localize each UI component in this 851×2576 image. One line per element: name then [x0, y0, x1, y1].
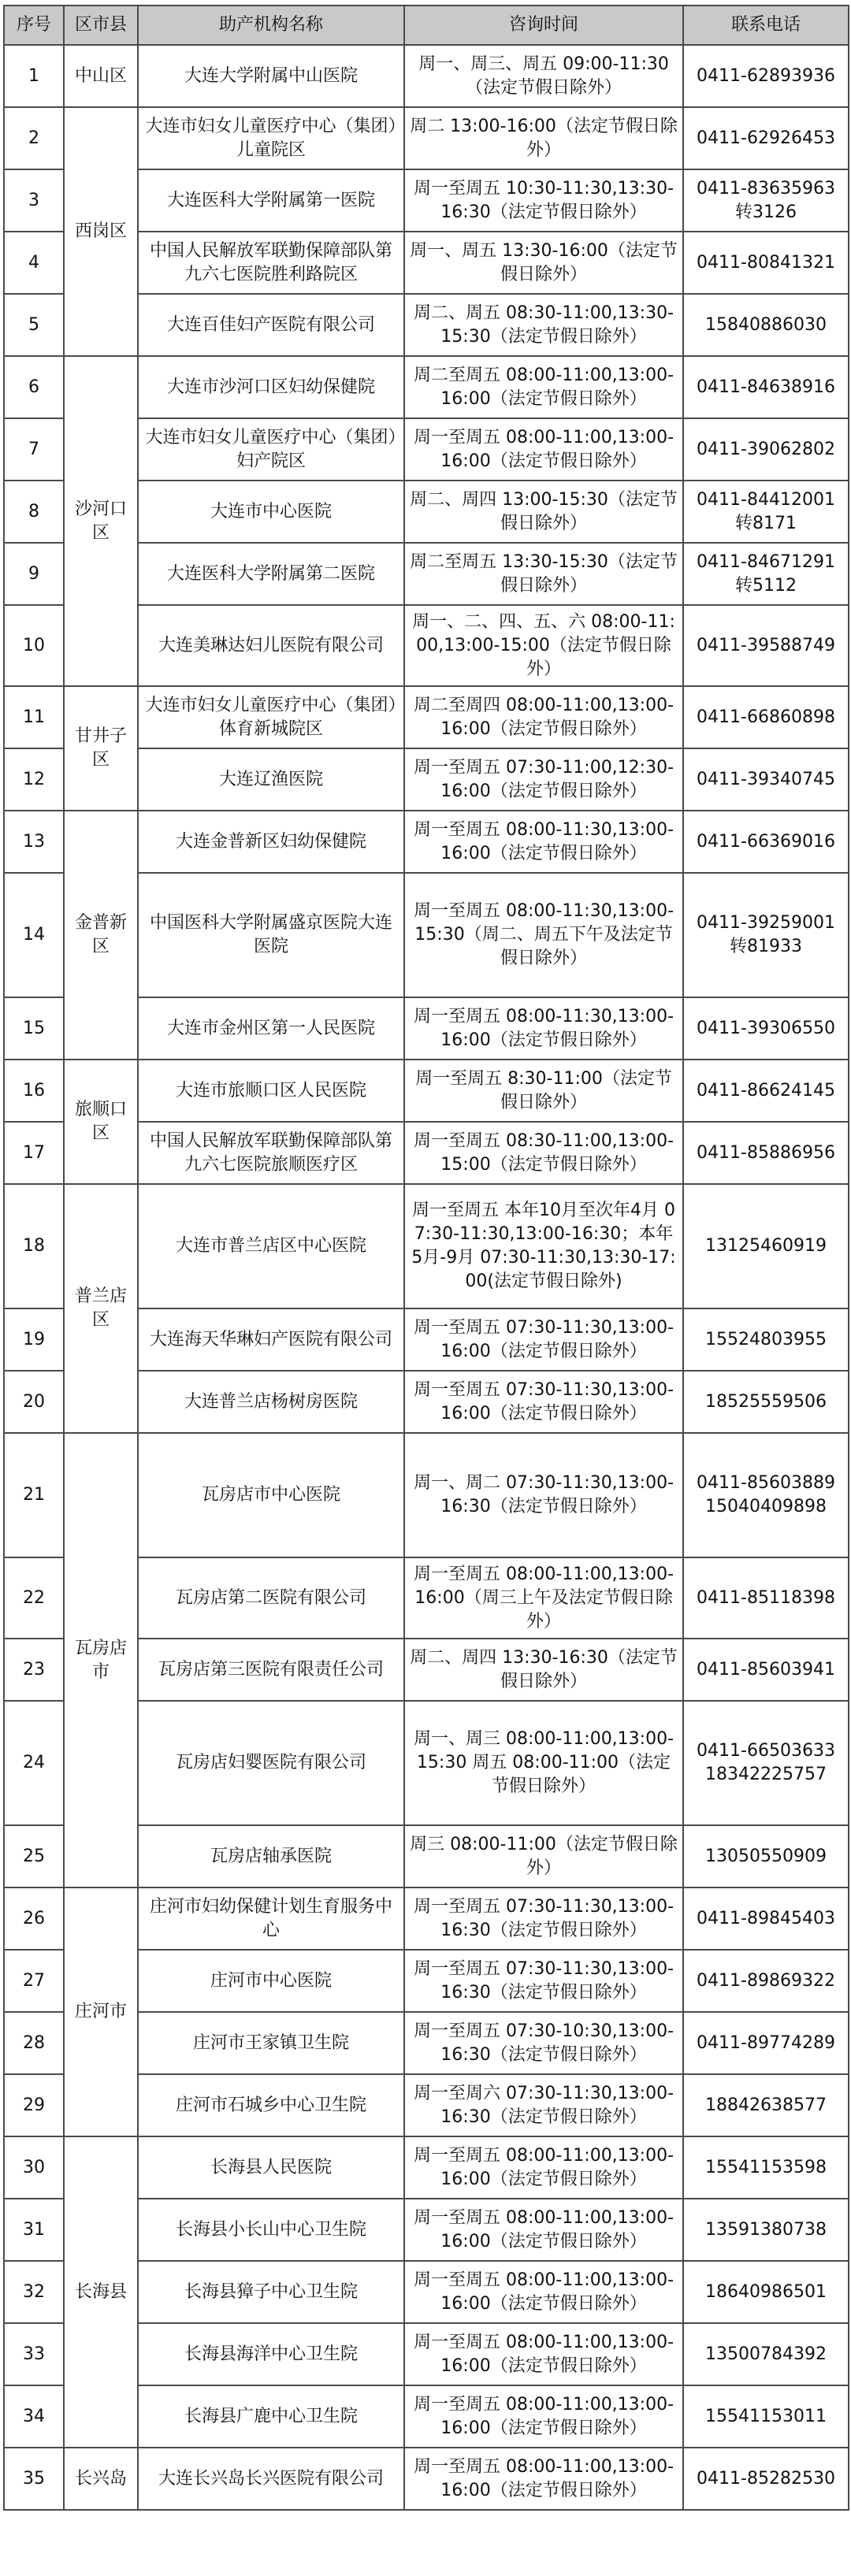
- phone-number: 13500784392: [683, 2323, 849, 2385]
- row-number: 33: [4, 2323, 64, 2385]
- row-number: 15: [4, 997, 64, 1060]
- phone-number: 0411-85886956: [683, 1122, 849, 1184]
- table-row: [4, 811, 849, 873]
- consult-time: 周一至周五 07:30-11:30,13:00-16:30（法定节假日除外）: [404, 1950, 683, 2012]
- consult-time: 周一至周五 08:00-11:00,13:00-16:00（法定节假日除外）: [404, 2385, 683, 2448]
- phone-number: 0411-62893936: [683, 45, 849, 107]
- consult-time: 周一至周五 08:00-11:30,13:00-15:30（周二、周五下午及法定节假日除外）: [404, 873, 683, 997]
- phone-number: 0411-39306550: [683, 997, 849, 1060]
- phone-number: 0411-39062802: [683, 418, 849, 481]
- consult-time: 周一、周五 13:30-16:00（法定节假日除外）: [404, 232, 683, 294]
- row-number: 8: [4, 481, 64, 543]
- institution-name: 大连美琳达妇儿医院有限公司: [138, 605, 404, 686]
- district-cell: 长海县: [64, 2136, 138, 2448]
- phone-number: 0411-84638916: [683, 356, 849, 418]
- district-cell: 旅顺口区: [64, 1060, 138, 1184]
- phone-number: 0411-80841321: [683, 232, 849, 294]
- row-number: 14: [4, 873, 64, 997]
- consult-time: 周一至周五 08:00-11:00,13:00-16:00（法定节假日除外）: [404, 418, 683, 481]
- consult-time: 周一至周五 08:00-11:30,13:00-16:00（法定节假日除外）: [404, 997, 683, 1060]
- phone-number: 0411-39340745: [683, 748, 849, 811]
- district-cell: 普兰店区: [64, 1184, 138, 1433]
- row-number: 18: [4, 1184, 64, 1308]
- institution-name: 大连金普新区妇幼保健院: [138, 811, 404, 873]
- table-row: [4, 45, 849, 107]
- consult-time: 周一至周五 07:30-11:30,13:00-16:00（法定节假日除外）: [404, 1308, 683, 1371]
- row-number: 1: [4, 45, 64, 107]
- phone-number: 0411-66860898: [683, 686, 849, 748]
- phone-number: 0411-83635963转3126: [683, 169, 849, 232]
- consult-time: 周一至周五 07:30-10:30,13:00-16:30（法定节假日除外）: [404, 2012, 683, 2074]
- institution-name: 大连普兰店杨树房医院: [138, 1371, 404, 1433]
- row-number: 28: [4, 2012, 64, 2074]
- institution-name: 大连市金州区第一人民医院: [138, 997, 404, 1060]
- phone-number: 13591380738: [683, 2199, 849, 2261]
- phone-number: 0411-39588749: [683, 605, 849, 686]
- institution-name: 大连市妇女儿童医疗中心（集团）妇产院区: [138, 418, 404, 481]
- consult-time: 周一至周五 08:00-11:00,13:00-16:00（法定节假日除外）: [404, 2448, 683, 2510]
- phone-number: 18525559506: [683, 1371, 849, 1433]
- institution-name: 大连市中心医院: [138, 481, 404, 543]
- consult-time: 周二至周五 08:00-11:00,13:00-16:00（法定节假日除外）: [404, 356, 683, 418]
- institution-name: 中国医科大学附属盛京医院大连医院: [138, 873, 404, 997]
- phone-number: 0411-85118398: [683, 1557, 849, 1639]
- phone-number: 0411-85603889 15040409898: [683, 1433, 849, 1557]
- district-cell: 中山区: [64, 45, 138, 107]
- institution-name: 大连大学附属中山医院: [138, 45, 404, 107]
- phone-number: 15840886030: [683, 294, 849, 356]
- institution-name: 大连市旅顺口区人民医院: [138, 1060, 404, 1122]
- consult-time: 周二、周四 13:00-15:30（法定节假日除外）: [404, 481, 683, 543]
- row-number: 6: [4, 356, 64, 418]
- table-row: [4, 1060, 849, 1122]
- row-number: 13: [4, 811, 64, 873]
- consult-time: 周三 08:00-11:00（法定节假日除外）: [404, 1825, 683, 1887]
- consult-time: 周二、周四 13:30-16:30（法定节假日除外）: [404, 1639, 683, 1701]
- institution-name: 庄河市妇幼保健计划生育服务中心: [138, 1887, 404, 1950]
- row-number: 23: [4, 1639, 64, 1701]
- institution-name: 庄河市中心医院: [138, 1950, 404, 2012]
- phone-number: 0411-84671291转5112: [683, 543, 849, 605]
- table-row: [4, 1887, 849, 1950]
- consult-time: 周二至周四 08:00-11:00,13:00-16:00（法定节假日除外）: [404, 686, 683, 748]
- table-row: [4, 686, 849, 748]
- header-institution: 助产机构名称: [138, 6, 404, 45]
- row-number: 19: [4, 1308, 64, 1371]
- institution-name: 大连辽渔医院: [138, 748, 404, 811]
- consult-time: 周一至周五 08:30-11:00,13:00-15:00（法定节假日除外）: [404, 1122, 683, 1184]
- district-cell: 金普新区: [64, 811, 138, 1060]
- phone-number: 0411-85603941: [683, 1639, 849, 1701]
- phone-number: 0411-89869322: [683, 1950, 849, 2012]
- phone-number: 0411-89774289: [683, 2012, 849, 2074]
- phone-number: 0411-85282530: [683, 2448, 849, 2510]
- table-row: [4, 1433, 849, 1557]
- header-district: 区市县: [64, 6, 138, 45]
- district-cell: 庄河市: [64, 1887, 138, 2136]
- phone-number: 0411-66369016: [683, 811, 849, 873]
- row-number: 7: [4, 418, 64, 481]
- institution-name: 瓦房店妇婴医院有限公司: [138, 1701, 404, 1825]
- row-number: 9: [4, 543, 64, 605]
- consult-time: 周二至周五 13:30-15:30（法定节假日除外）: [404, 543, 683, 605]
- consult-time: 周二 13:00-16:00（法定节假日除外）: [404, 107, 683, 169]
- consult-time: 周一至周五 8:30-11:00（法定节假日除外）: [404, 1060, 683, 1122]
- institution-name: 庄河市石城乡中心卫生院: [138, 2074, 404, 2136]
- row-number: 34: [4, 2385, 64, 2448]
- table-row: [4, 1184, 849, 1308]
- table-row: [4, 107, 849, 169]
- document-table-container: [3, 5, 848, 2511]
- row-number: 11: [4, 686, 64, 748]
- phone-number: 15541153598: [683, 2136, 849, 2199]
- phone-number: 0411-62926453: [683, 107, 849, 169]
- institution-name: 大连市妇女儿童医疗中心（集团）体育新城院区: [138, 686, 404, 748]
- row-number: 27: [4, 1950, 64, 2012]
- row-number: 32: [4, 2261, 64, 2323]
- consult-time: 周一至周五 本年10月至次年4月 07:30-11:30,13:00-16:30；本年5月-9月 07:30-11:30,13:30-17:00(法定节假日除外): [404, 1184, 683, 1308]
- institution-name: 长海县海洋中心卫生院: [138, 2323, 404, 2385]
- institution-name: 大连市妇女儿童医疗中心（集团）儿童院区: [138, 107, 404, 169]
- table-header-row: [4, 6, 849, 45]
- institution-name: 大连海天华琳妇产医院有限公司: [138, 1308, 404, 1371]
- consult-time: 周一至周五 08:00-11:00,13:00-16:00（法定节假日除外）: [404, 2199, 683, 2261]
- row-number: 16: [4, 1060, 64, 1122]
- phone-number: 0411-84412001转8171: [683, 481, 849, 543]
- phone-number: 18640986501: [683, 2261, 849, 2323]
- consult-time: 周一至周五 08:00-11:00,13:00-16:00（周三上午及法定节假日除外）: [404, 1557, 683, 1639]
- institution-name: 大连医科大学附属第二医院: [138, 543, 404, 605]
- table-row: [4, 356, 849, 418]
- consult-time: 周一、二、四、五、六 08:00-11:00,13:00-15:00（法定节假日除外）: [404, 605, 683, 686]
- row-number: 3: [4, 169, 64, 232]
- phone-number: 0411-86624145: [683, 1060, 849, 1122]
- institution-name: 瓦房店市中心医院: [138, 1433, 404, 1557]
- phone-number: 0411-89845403: [683, 1887, 849, 1950]
- district-cell: 沙河口区: [64, 356, 138, 686]
- table-row: [4, 2136, 849, 2199]
- institution-name: 中国人民解放军联勤保障部队第九六七医院胜利路院区: [138, 232, 404, 294]
- institution-name: 庄河市王家镇卫生院: [138, 2012, 404, 2074]
- row-number: 31: [4, 2199, 64, 2261]
- institution-name: 长海县獐子中心卫生院: [138, 2261, 404, 2323]
- header-no: 序号: [4, 6, 64, 45]
- row-number: 25: [4, 1825, 64, 1887]
- consult-time: 周二、周五 08:30-11:00,13:30-15:30（法定节假日除外）: [404, 294, 683, 356]
- row-number: 26: [4, 1887, 64, 1950]
- row-number: 2: [4, 107, 64, 169]
- institution-name: 大连长兴岛长兴医院有限公司: [138, 2448, 404, 2510]
- table-row: [4, 2448, 849, 2510]
- phone-number: 0411-66503633 18342225757: [683, 1701, 849, 1825]
- consult-time: 周一、周二 07:30-11:30,13:00-16:30（法定节假日除外）: [404, 1433, 683, 1557]
- institution-name: 瓦房店第三医院有限责任公司: [138, 1639, 404, 1701]
- consult-time: 周一至周六 07:30-11:30,13:00-16:30（法定节假日除外）: [404, 2074, 683, 2136]
- consult-time: 周一至周五 07:30-11:30,13:00-16:00（法定节假日除外）: [404, 1371, 683, 1433]
- row-number: 5: [4, 294, 64, 356]
- header-consult-time: 咨询时间: [404, 6, 683, 45]
- phone-number: 15524803955: [683, 1308, 849, 1371]
- phone-number: 0411-39259001转81933: [683, 873, 849, 997]
- consult-time: 周一至周五 08:00-11:30,13:00-16:00（法定节假日除外）: [404, 811, 683, 873]
- consult-time: 周一、周三 08:00-11:00,13:00-15:30 周五 08:00-11:00（法定节假日除外）: [404, 1701, 683, 1825]
- institution-name: 大连市普兰店区中心医院: [138, 1184, 404, 1308]
- phone-number: 13050550909: [683, 1825, 849, 1887]
- institution-name: 瓦房店第二医院有限公司: [138, 1557, 404, 1639]
- row-number: 17: [4, 1122, 64, 1184]
- consult-time: 周一至周五 08:00-11:00,13:00-16:00（法定节假日除外）: [404, 2136, 683, 2199]
- row-number: 35: [4, 2448, 64, 2510]
- district-cell: 西岗区: [64, 107, 138, 356]
- row-number: 20: [4, 1371, 64, 1433]
- row-number: 4: [4, 232, 64, 294]
- header-phone: 联系电话: [683, 6, 849, 45]
- phone-number: 18842638577: [683, 2074, 849, 2136]
- institution-name: 中国人民解放军联勤保障部队第九六七医院旅顺医疗区: [138, 1122, 404, 1184]
- institution-name: 长海县广鹿中心卫生院: [138, 2385, 404, 2448]
- institution-name: 大连市沙河口区妇幼保健院: [138, 356, 404, 418]
- district-cell: 瓦房店市: [64, 1433, 138, 1887]
- row-number: 29: [4, 2074, 64, 2136]
- consult-time: 周一、周三、周五 09:00-11:30（法定节假日除外）: [404, 45, 683, 107]
- district-cell: 甘井子区: [64, 686, 138, 811]
- institution-name: 大连百佳妇产医院有限公司: [138, 294, 404, 356]
- phone-number: 15541153011: [683, 2385, 849, 2448]
- institution-name: 瓦房店轴承医院: [138, 1825, 404, 1887]
- row-number: 22: [4, 1557, 64, 1639]
- district-cell: 长兴岛: [64, 2448, 138, 2510]
- consult-time: 周一至周五 07:30-11:00,12:30-16:00（法定节假日除外）: [404, 748, 683, 811]
- consult-time: 周一至周五 08:00-11:00,13:00-16:00（法定节假日除外）: [404, 2261, 683, 2323]
- institution-name: 大连医科大学附属第一医院: [138, 169, 404, 232]
- consult-time: 周一至周五 10:30-11:30,13:30-16:30（法定节假日除外）: [404, 169, 683, 232]
- table-body: [4, 45, 849, 2510]
- institution-name: 长海县人民医院: [138, 2136, 404, 2199]
- maternity-institutions-table: [3, 5, 849, 2511]
- institution-name: 长海县小长山中心卫生院: [138, 2199, 404, 2261]
- row-number: 24: [4, 1701, 64, 1825]
- consult-time: 周一至周五 08:00-11:00,13:00-16:00（法定节假日除外）: [404, 2323, 683, 2385]
- row-number: 30: [4, 2136, 64, 2199]
- row-number: 10: [4, 605, 64, 686]
- row-number: 21: [4, 1433, 64, 1557]
- consult-time: 周一至周五 07:30-11:30,13:00-16:30（法定节假日除外）: [404, 1887, 683, 1950]
- phone-number: 13125460919: [683, 1184, 849, 1308]
- row-number: 12: [4, 748, 64, 811]
